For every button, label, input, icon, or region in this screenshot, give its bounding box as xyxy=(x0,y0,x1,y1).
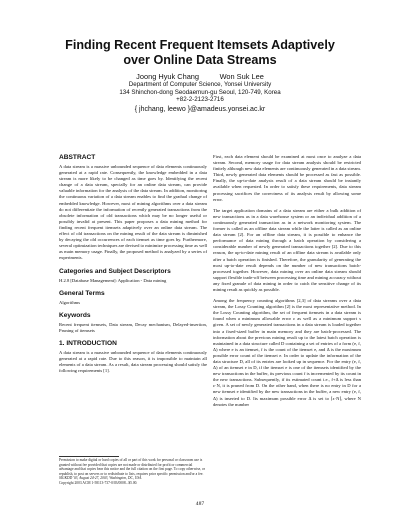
categories-text: H.2.8 [Database Management]: Application - Data mining xyxy=(59,277,167,283)
body-paragraph-1: First, each data element should be examined at most once to analyze a data stream. Second, memory usage for data stream analysis should be restricted finitely although new data elements are continuously generated in a data stream. Third, newly generated data elements should be processed as fast as possible. Finally, the up-to-date analysis result of a data stream should be instantly available when requested. In order to satisfy these requirements, data stream processing sacrifices the correctness of its analysis result by allowing some error. xyxy=(213,154,361,202)
keywords-text: Recent frequent itemsets, Data stream, Decay mechanism, Delayed-insertion, Pruning of itemsets xyxy=(59,321,207,333)
body-paragraph-3: Among the frequency counting algorithms [2,3] of data streams over a data stream, the Lossy Counting algorithm [2] is the most representative method. In the Lossy Counting algorithm, the set of frequent itemsets in a data stream is found when a minimum allowable error ε as well as a minimum support s given. A set of newly generated transactions in a data stream is loaded together into a fixed-sized buffer in main memory and they are batch-processed. The information about the previous mining result up to the latest batch operation is maintained in a data structure called D containing a set of entries of a form (e, f, Δ) where e is an itemset, f is the count of the itemset e, and Δ is the maximum possible error count of the itemset e. In order to update the information of the data structure D, all of its entries are looked up in sequence. For the entry (e, f, Δ) of an itemset e in D, if the itemset e is one of the itemsets identified by the new transactions in the buffer, its previous count f is incremented by its count in the new transactions. Subsequently, if its estimated count i.e., f+Δ is less than ε·N, it is pruned from D. On the other hand, when there is no entry in D for a new itemset e identified by the new transactions in the buffer, a new entry (e, f, Δ) is inserted to D. Its maximum possible error Δ is set to ⌈ε·N⌉, where N denotes the number xyxy=(213,298,361,407)
affiliation-line-1: Department of Computer Science, Yonsei University xyxy=(128,81,272,88)
abstract-heading: ABSTRACT xyxy=(59,154,96,161)
footnote-rule xyxy=(59,456,119,457)
permission-footnote xyxy=(59,458,207,486)
footnote-permission-text: Permission to make digital or hard copies of all or part of this work for personal or classroom use is granted without fee provided that copies are not made or distributed for profit or commercial advantage and that copies bear this notice and the full citation on the first page. To copy otherwise, or republish, to post on servers or to redistribute to lists, requires prior specific permission and/or a fee. xyxy=(59,458,205,476)
page-number: 487 xyxy=(195,501,205,507)
title-line-1: Finding Recent Frequent Itemsets Adaptively xyxy=(65,38,335,52)
paper-title xyxy=(0,38,400,68)
categories-heading: Categories and Subject Descriptors xyxy=(59,267,171,275)
introduction-heading: 1. INTRODUCTION xyxy=(59,339,117,347)
affiliation-line-2: 134 Shinchon-dong Seodaemun-gu Seoul, 120-749, Korea xyxy=(119,88,281,96)
footnote-conference: SIGKDD '03, August 24-27, 2003, Washington, DC, USA. xyxy=(59,476,143,481)
body-paragraph-2: The target application domains of a data stream are either a bulk addition of new transactions as in a data warehouse system or an individual addition of a continuously generated transaction as in a network monitoring system. The former is called as an offline data stream while the latter is called as an online data stream [2]. For an offline data stream, it is possible to enhance the performance of data mining through a batch operation by considering a considerable number of newly generated transactions together [2]. Due to this reason, the up-to-date mining result of an offline data stream is available only after a batch operation is finished. Therefore, the granularity of generating the most up-to-date result depends on the number of new transactions batch-processed together. However, data mining over an online data stream should support flexible trade-off between processing time and mining accuracy without any fixed granule of data mining in order to catch the sensitive change of its mining result as quickly as possible. xyxy=(213,207,361,292)
left-column xyxy=(59,154,207,377)
abstract-text: A data stream is a massive unbounded sequence of data elements continuously generated at a rapid rate. Consequently, the knowledge embedded in a data stream is more likely to be changed as time goes by. Identifying the recent change of a data stream, specially for an online data stream, can provide valuable information for the analysis of the data stream. In addition, monitoring the continuous variation of a data stream enables to find the gradual change of embedded knowledge. However, most of mining algorithms over a data stream do not differentiate the information of recently generated transactions from the obsolete information of old transactions which may be no longer useful or possibly invalid at present. This paper proposes a data mining method for finding recent frequent itemsets adaptively over an online data stream. The effect of old transactions on the mining result of the data stream is diminished by decaying the old occurrences of each itemset as time goes by. Furthermore, several optimization techniques are devised to minimize processing time as well as main memory usage. Finally, the proposed method is analyzed by a series of experiments. xyxy=(59,164,207,261)
introduction-text: A data stream is a massive unbounded sequence of data elements continuously generated at a rapid rate. Due to this reason, it is impossible to maintain all elements of a data stream. As a result, data stream processing should satisfy the following requirements [1]. xyxy=(59,349,207,374)
general-terms-text: Algorithms xyxy=(59,299,80,305)
right-column xyxy=(213,154,361,411)
paper-header xyxy=(0,38,400,114)
general-terms-heading: General Terms xyxy=(59,289,105,297)
title-line-2: over Online Data Streams xyxy=(123,53,277,67)
keywords-heading: Keywords xyxy=(59,311,91,319)
author-email: { jhchang, leewo }@amadeus.yonsei.ac.kr xyxy=(134,105,266,113)
footnote-copyright: Copyright 2003 ACM 1-58113-737-0/03/0008...$5.00. xyxy=(59,480,138,485)
author-names: Joong Hyuk Chang Won Suk Lee xyxy=(136,72,264,81)
affiliation-line-3: +82-2-2123-2716 xyxy=(176,96,224,104)
